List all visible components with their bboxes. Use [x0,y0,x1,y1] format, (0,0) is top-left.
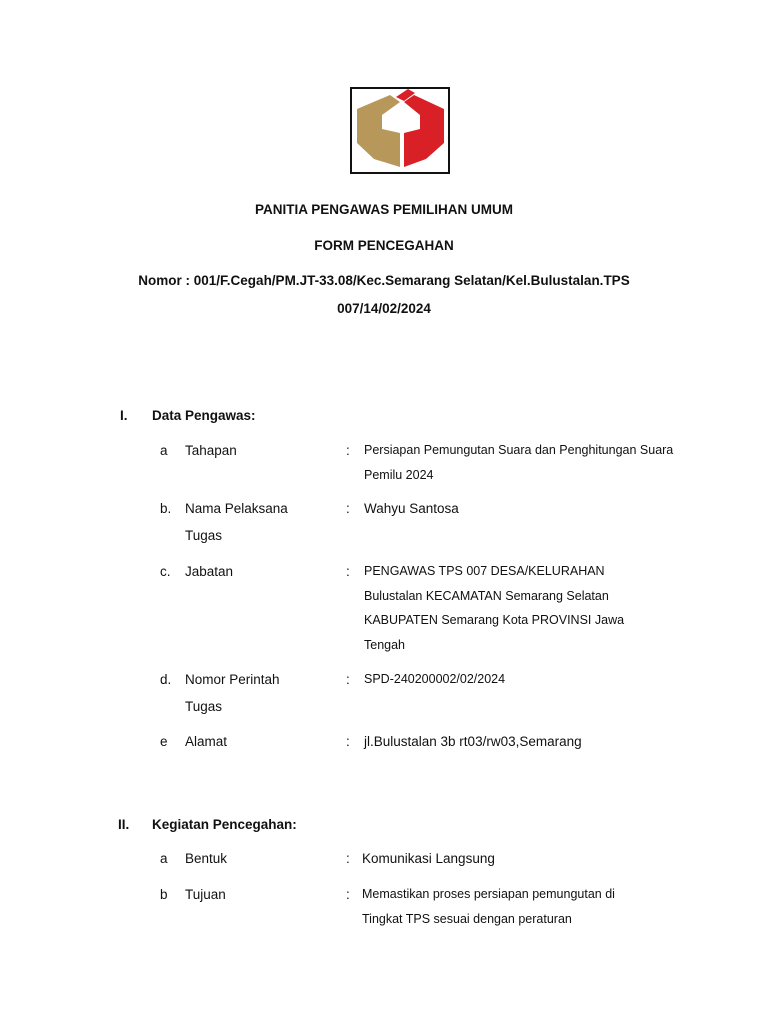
row-label: Jabatan [185,564,234,579]
section-2-number: II. [118,817,130,832]
row-label: Alamat [185,734,228,749]
row-letter: d. [160,672,172,687]
row-colon: : [346,443,350,458]
row-colon: : [346,672,350,687]
row-label: Bentuk [185,851,228,866]
bawaslu-logo [350,87,450,174]
row-colon: : [346,734,350,749]
row-letter: a [160,443,168,458]
row-label: Tahapan [185,443,237,458]
row-value: jl.Bulustalan 3b rt03/rw03,Semarang [364,734,582,749]
form-title: FORM PENCEGAHAN [314,238,454,253]
row-value: Komunikasi Langsung [362,851,495,866]
row-letter: e [160,734,168,749]
row-colon: : [346,887,350,902]
row-value: PENGAWAS TPS 007 DESA/KELURAHAN Bulustalan KECAMATAN Semarang Selatan KABUPATEN Semarang Kota PROVINSI Jawa Tengah [364,564,625,652]
row-label: Nama Pelaksana Tugas [185,501,288,543]
bawaslu-logo-icon [352,89,448,172]
section-1-number: I. [120,408,128,423]
section-2-title: Kegiatan Pencegahan: [152,817,297,832]
row-value: Persiapan Pemungutan Suara dan Penghitungan Suara Pemilu 2024 [364,443,674,482]
row-label: Tujuan [185,887,226,902]
row-value: SPD-240200002/02/2024 [364,672,506,686]
row-colon: : [346,851,350,866]
row-colon: : [346,501,350,516]
row-letter: a [160,851,168,866]
row-value: Wahyu Santosa [364,501,459,516]
row-letter: c. [160,564,171,579]
row-letter: b [160,887,168,902]
row-colon: : [346,564,350,579]
row-letter: b. [160,501,172,516]
section-1-title: Data Pengawas: [152,408,256,423]
nomor-line-2: 007/14/02/2024 [337,301,431,316]
row-label: Nomor Perintah Tugas [185,672,280,714]
row-value: Memastikan proses persiapan pemungutan di Tingkat TPS sesuai dengan peraturan [362,887,615,926]
nomor-line-1: Nomor : 001/F.Cegah/PM.JT-33.08/Kec.Semarang Selatan/Kel.Bulustalan.TPS [138,273,630,288]
org-title: PANITIA PENGAWAS PEMILIHAN UMUM [254,202,513,217]
